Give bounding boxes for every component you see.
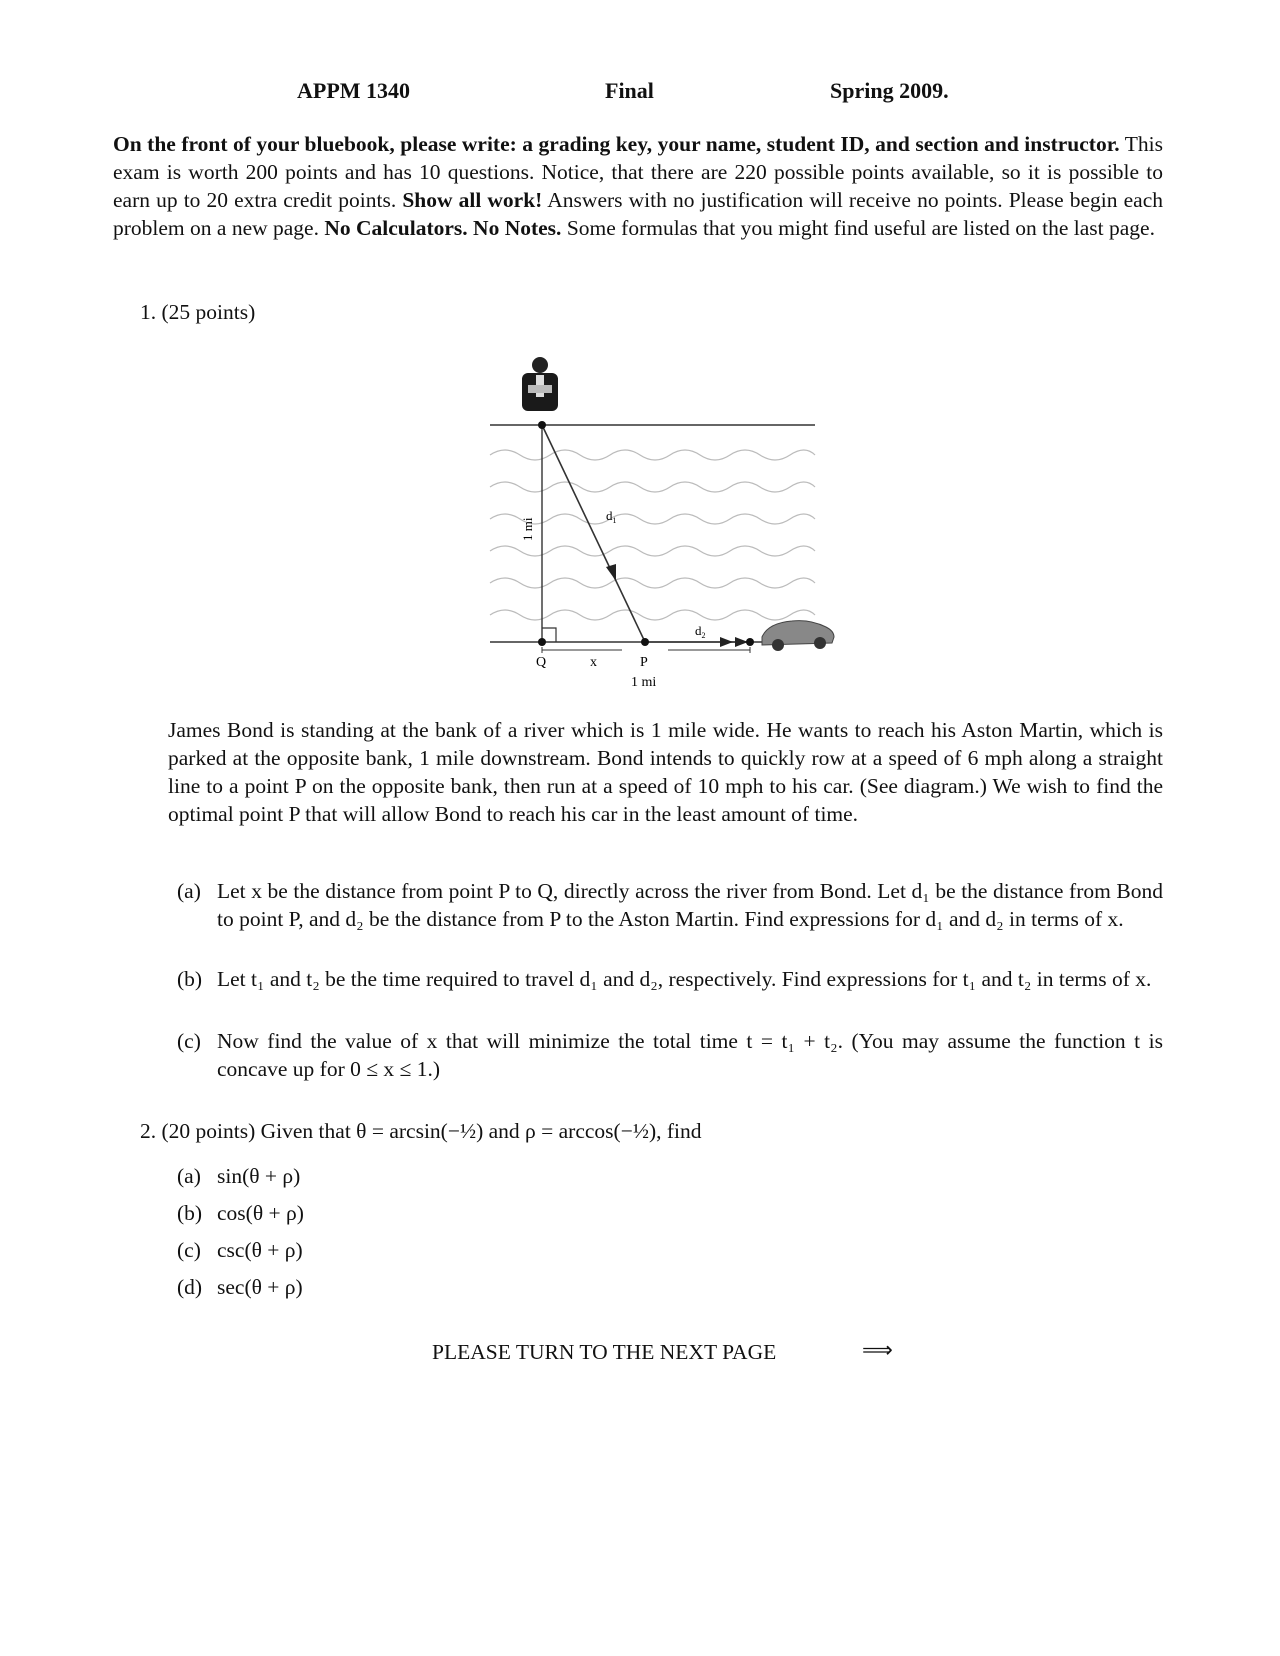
d2-label: $d_2$ [695,623,706,640]
q1b-label: (b) [177,967,203,991]
q2d-expr: sec(θ + ρ) [217,1275,303,1299]
q2c-expr: csc(θ + ρ) [217,1238,303,1262]
q-point [538,638,546,646]
p-label: P [640,655,648,670]
d2-arrowhead-2 [720,637,733,647]
d1-label: $d_1$ [606,508,617,525]
q1-label: 1. (25 points) [140,300,256,324]
q2a-label: (a) [177,1164,201,1188]
q2a-expr: sin(θ + ρ) [217,1164,301,1188]
q1b-text: Let t₁ and t₂ be the time required to travel d₁ and d₂, respectively. Find expressions for t₁ and t₂ in terms of x. [217,967,1152,991]
instructions-bold-lead: On the front of your bluebook, please write: a grading key, your name, student ID, and section and instructor. [113,132,1120,156]
exam-title: Final [605,78,654,103]
instructions-bold-2: Show all work! [402,188,543,212]
bond-point [538,421,546,429]
q1a-text: Let x be the distance from point P to Q, directly across the river from Bond. Let d₁ be the distance from Bond to point P, and d₂ be the distance from P to the Aston Martin. Find expressions for d₁ and d₂ in terms of x. [217,879,1163,931]
water-waves [490,450,815,620]
q2d-label: (d) [177,1275,203,1299]
q1c-label: (c) [177,1029,201,1053]
instructions [113,130,1163,242]
q1-body: James Bond is standing at the bank of a river which is 1 mile wide. He wants to reach his Aston Martin, which is parked at the opposite bank, 1 mile downstream. Bond intends to quickly row at a speed of 6 mph along a straight line to a point P on the opposite bank, then run at a speed of 10 mph to his car. (See diagram.) We wish to find the optimal point P that will allow Bond to reach his car in the least amount of time. [168,718,1163,826]
q-label: Q [536,655,547,670]
instructions-text-2: Answers with no justification will receive no points. Please begin each problem on a new page. [113,188,1163,240]
q2-label: 2. (20 points) Given that θ = arcsin(−½) and ρ = arccos(−½), find [140,1119,702,1143]
q2b-label: (b) [177,1201,203,1225]
instructions-text-3: Some formulas that you might find useful are listed on the last page. [561,216,1155,240]
exam-term: Spring 2009. [830,78,949,103]
d1-arrowhead [606,564,616,581]
p-point [641,638,649,646]
river-diagram [470,345,850,695]
instructions-bold-3: No Calculators. No Notes. [324,216,562,240]
footer-text: PLEASE TURN TO THE NEXT PAGE [432,1340,777,1364]
q2c-label: (c) [177,1238,201,1262]
q2b-expr: cos(θ + ρ) [217,1201,304,1225]
car-icon [762,621,834,651]
x-label: x [590,655,597,670]
bond-figure-icon [522,357,558,411]
course-code: APPM 1340 [297,78,411,103]
d1-path [542,425,645,642]
next-page-arrow-icon: ⟹ [862,1338,893,1362]
width-label: 1 mi [520,517,535,541]
q1c-text: Now find the value of x that will minimize the total time t = t₁ + t₂. (You may assume the function t is concave up for 0 ≤ x ≤ 1.) [217,1029,1163,1081]
bottom-length-label: 1 mi [631,675,657,690]
instructions-text-1: This exam is worth 200 points and has 10 questions. Notice, that there are 220 possible points available, so it is possible to earn up to 20 extra credit points. [113,132,1163,212]
car-point [746,638,754,646]
q1a-label: (a) [177,879,201,903]
